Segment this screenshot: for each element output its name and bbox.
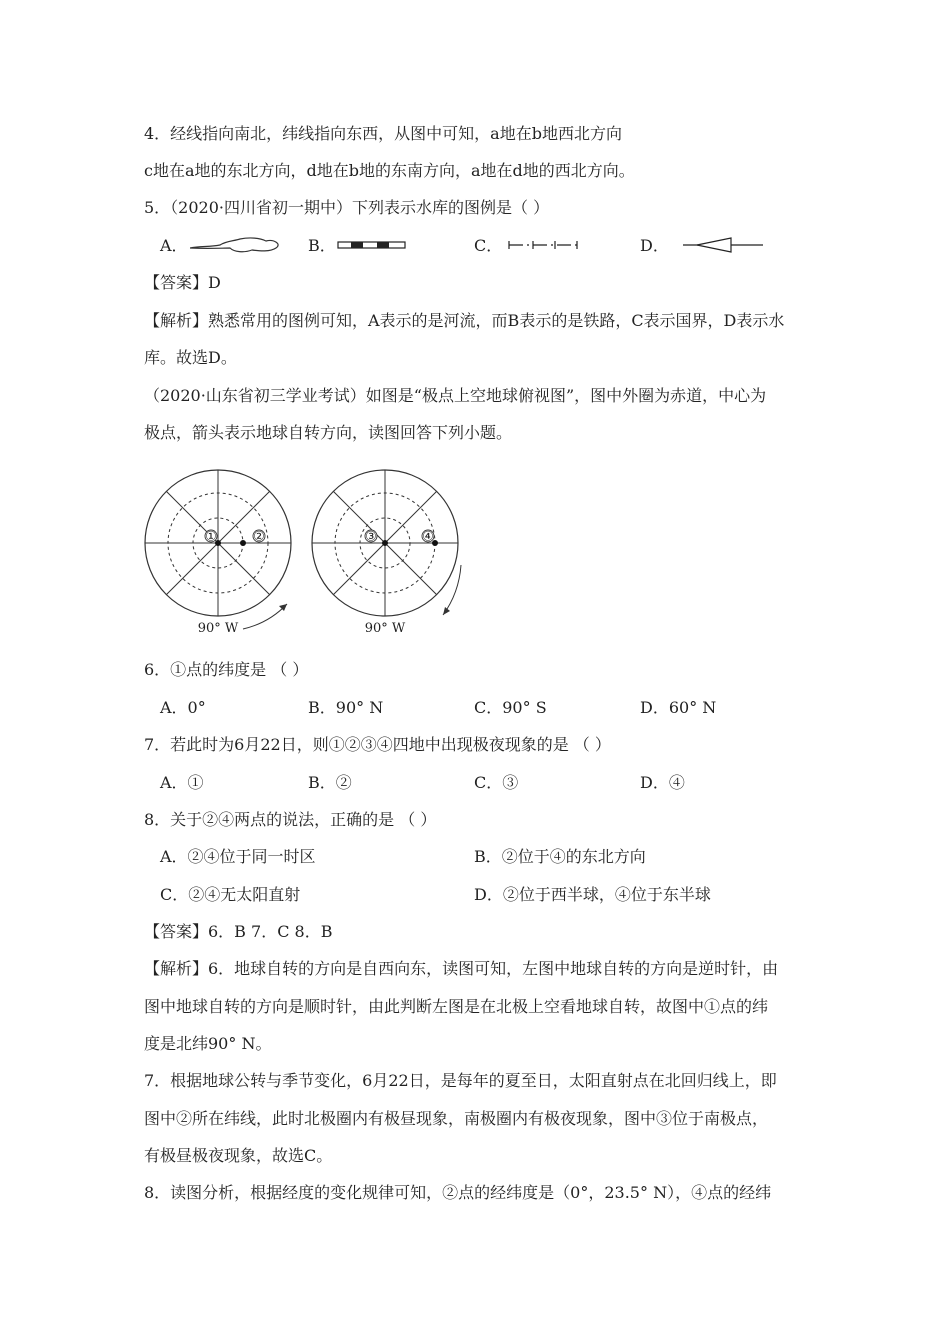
q5-stem: 5．（2020·四川省初一期中）下列表示水库的图例是（ ） — [144, 198, 550, 217]
q6-option-c: C．90° S — [474, 698, 547, 717]
q5-option-a-label: A． — [160, 236, 188, 255]
q5-option-c-label: C． — [474, 236, 503, 255]
analysis-6-line-2: 图中地球自转的方向是顺时针，由此判断左图是在北极上空看地球自转，故图中①点的纬 — [144, 997, 769, 1016]
left-polar-diagram — [145, 470, 291, 636]
q6-option-a: A．0° — [160, 698, 206, 717]
river-legend-icon — [190, 234, 282, 256]
q8-stem: 8．关于②④两点的说法，正确的是 （ ） — [144, 810, 437, 829]
q8-option-a: A．②④位于同一时区 — [160, 847, 316, 866]
q5-analysis-line-2: 库。故选D。 — [144, 348, 237, 367]
point-1-label: ① — [205, 529, 217, 545]
analysis-6-line-1: 【解析】6．地球自转的方向是自西向东，读图可知，左图中地球自转的方向是逆时针，由 — [144, 959, 779, 978]
q5-option-d-label: D． — [640, 236, 669, 255]
point-2-label: ② — [253, 529, 265, 545]
point-4-label: ④ — [422, 529, 434, 545]
analysis-7-line-1: 7．根据地球公转与季节变化，6月22日，是每年的夏至日，太阳直射点在北回归线上，即 — [144, 1071, 777, 1090]
q5-answer: 【答案】D — [144, 273, 221, 292]
right-meridian-label: 90° W — [364, 621, 406, 636]
group-intro-line-2: 极点，箭头表示地球自转方向，读图回答下列小题。 — [144, 423, 513, 442]
q8-option-b: B．②位于④的东北方向 — [474, 847, 646, 866]
q5-analysis-line-1: 【解析】熟悉常用的图例可知，A表示的是河流，而B表示的是铁路，C表示国界，D表示水 — [144, 311, 785, 330]
left-meridian-label: 90° W — [197, 621, 239, 636]
reservoir-legend-icon — [683, 237, 765, 253]
q8-option-d: D．②位于西半球，④位于东半球 — [474, 885, 711, 904]
q7-option-a: A．① — [160, 773, 204, 792]
point-3-label: ③ — [365, 529, 377, 545]
border-legend-icon — [507, 238, 579, 252]
railway-legend-icon — [337, 240, 407, 250]
q7-option-c: C．③ — [474, 773, 519, 792]
right-polar-diagram — [312, 470, 461, 636]
polar-view-figures — [143, 465, 473, 637]
group-intro-line-1: （2020·山东省初三学业考试）如图是“极点上空地球俯视图”，图中外圈为赤道，中心为 — [144, 386, 767, 405]
q6-option-b: B．90° N — [308, 698, 384, 717]
group-answers: 【答案】6．B 7．C 8．B — [144, 922, 333, 941]
q7-stem: 7．若此时为6月22日，则①②③④四地中出现极夜现象的是 （ ） — [144, 735, 611, 754]
q7-option-d: D．④ — [640, 773, 685, 792]
q4-line-1: 4．经线指向南北，纬线指向东西，从图中可知，a地在b地西北方向 — [144, 124, 622, 143]
analysis-8-line-1: 8．读图分析，根据经度的变化规律可知，②点的经纬度是（0°，23.5° N），④点的经纬 — [144, 1183, 772, 1202]
analysis-7-line-2: 图中②所在纬线，此时北极圈内有极昼现象，南极圈内有极夜现象，图中③位于南极点， — [144, 1109, 769, 1128]
q6-option-d: D．60° N — [640, 698, 717, 717]
left-rotation-arrow-icon — [243, 604, 287, 629]
analysis-6-line-3: 度是北纬90° N。 — [144, 1034, 272, 1053]
q6-stem: 6．①点的纬度是 （ ） — [144, 660, 309, 679]
q4-line-2: c地在a地的东北方向，d地在b地的东南方向，a地在d地的西北方向。 — [144, 161, 635, 180]
q8-option-c: C．②④无太阳直射 — [160, 885, 301, 904]
q5-option-b-label: B． — [308, 236, 336, 255]
analysis-7-line-3: 有极昼极夜现象，故选C。 — [144, 1146, 333, 1165]
q7-option-b: B．② — [308, 773, 352, 792]
